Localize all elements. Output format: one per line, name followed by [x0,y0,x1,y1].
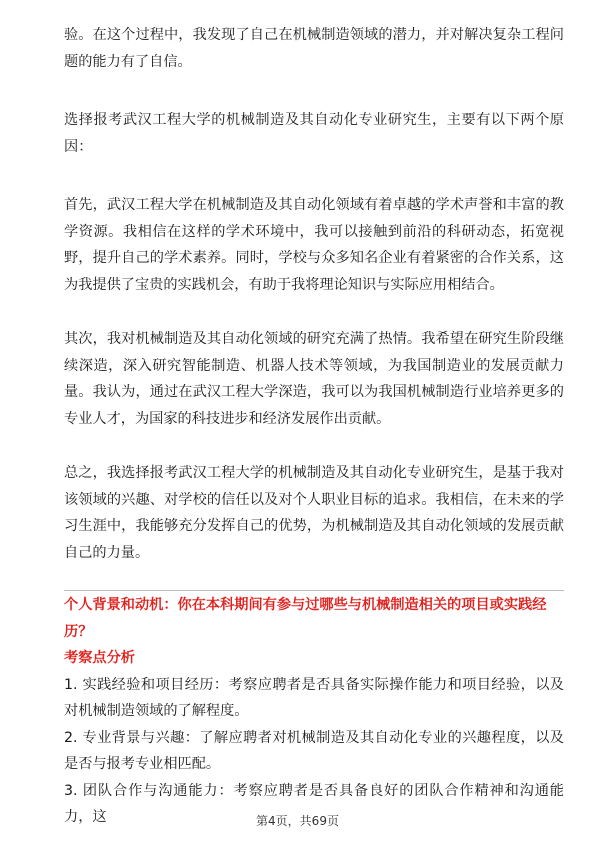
paragraph-conclusion: 总之，我选择报考武汉工程大学的机械制造及其自动化专业研究生，是基于我对该领域的兴趣、对学校的信任以及对个人职业目标的追求。我相信，在未来的学习生涯中，我能够充分发挥自己的优势，为机械制造及其自动化领域的发展贡献自己的力量。 [64,465,564,561]
page-number: 第4页，共69页 [256,814,339,828]
paragraph-reasons-intro: 选择报考武汉工程大学的机械制造及其自动化专业研究生，主要有以下两个原因： [64,112,564,155]
paragraph-continuation: 验。在这个过程中，我发现了自己在机械制造领域的潜力，并对解决复杂工程问题的能力有了自信。 [64,27,564,70]
analysis-subheading: 考察点分析 [64,650,135,666]
answer-body [64,22,564,566]
section-divider [64,590,564,591]
paragraph-first-reason: 首先，武汉工程大学在机械制造及其自动化领域有着卓越的学术声誉和丰富的教学资源。我相信在这样的学术环境中，我可以接触到前沿的科研动态，拓宽视野，提升自己的学术素养。同时，学校与众多知名企业有着紧密的合作关系，这为我提供了宝贵的实践机会，有助于我将理论知识与实际应用相结合。 [64,197,564,293]
question-section [64,592,564,831]
question-heading: 个人背景和动机：你在本科期间有参与过哪些与机械制造相关的项目或实践经历？ [64,597,547,640]
list-item: 1. 实践经验和项目经历：考察应聘者是否具备实际操作能力和项目经验，以及对机械制造领域的了解程度。 [64,676,564,719]
paragraph-second-reason: 其次，我对机械制造及其自动化领域的研究充满了热情。我希望在研究生阶段继续深造，深入研究智能制造、机器人技术等领域，为我国制造业的发展贡献力量。我认为，通过在武汉工程大学深造，我可以为我国机械制造行业培养更多的专业人才，为国家的科技进步和经济发展作出贡献。 [64,331,564,427]
list-item: 3. 团队合作与沟通能力：考察应聘者是否具备良好的团队合作精神和沟通能力，这 [64,782,564,825]
list-item: 2. 专业背景与兴趣：了解应聘者对机械制造及其自动化专业的兴趣程度，以及是否与报考专业相匹配。 [64,729,564,772]
